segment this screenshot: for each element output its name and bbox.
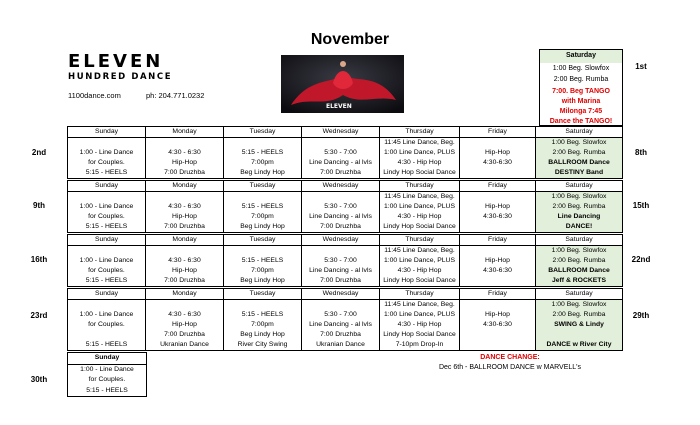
tango-line: 7:00. Beg TANGO (552, 88, 610, 95)
schedule-line: 5:15 - HEELS (241, 149, 284, 156)
week-end-label: 29th (632, 311, 650, 320)
week-table (67, 288, 623, 351)
week-table (67, 180, 623, 233)
day-header: Tuesday (224, 235, 302, 246)
schedule-line (460, 222, 535, 232)
schedule-line (460, 276, 535, 286)
day-header: Friday (460, 127, 536, 138)
week-table (67, 126, 623, 179)
schedule-line: Line Dancing - al lvls (309, 159, 372, 166)
day-header: Saturday (536, 235, 623, 246)
schedule-line (302, 300, 379, 310)
schedule-line: BALLROOM Dance (548, 267, 610, 274)
day-cell (460, 246, 536, 287)
day-header: Thursday (380, 289, 460, 300)
schedule-line: 2:00 Beg. Rumba (552, 149, 606, 156)
day-cell (380, 246, 460, 287)
schedule-line: 5:15 - HEELS (85, 277, 128, 284)
day-header: Thursday (380, 235, 460, 246)
schedule-line: 5:30 - 7:00 (324, 257, 357, 264)
day-header: Saturday (536, 181, 623, 192)
schedule-line: Line Dancing - al lvls (309, 213, 372, 220)
schedule-line (68, 246, 145, 256)
day-cell (460, 138, 536, 179)
schedule-line (68, 192, 145, 202)
week-start-label: 23rd (30, 311, 48, 320)
day-header: Wednesday (302, 289, 380, 300)
schedule-line: 1:00 Beg. Slowfox (551, 247, 607, 254)
schedule-line: for Couples. (88, 267, 125, 274)
schedule-line: Hip-Hop (172, 159, 197, 166)
schedule-line: 5:15 - HEELS (241, 311, 284, 318)
day-header: Monday (146, 289, 224, 300)
schedule-line: 4:30-6:30 (483, 159, 512, 166)
schedule-line (224, 138, 301, 148)
day-header: Tuesday (224, 181, 302, 192)
schedule-line: 4:30-6:30 (483, 321, 512, 328)
schedule-line: 11:45 Line Dance, Beg. (384, 301, 455, 308)
day-cell (224, 192, 302, 233)
schedule-line: Ukranian Dance (160, 341, 209, 348)
schedule-line: Hip-Hop (485, 149, 510, 156)
day-header: Monday (146, 235, 224, 246)
schedule-line (460, 138, 535, 148)
schedule-line: Lindy Hop Social Dance (383, 223, 456, 230)
schedule-line: 7:00pm (251, 213, 274, 220)
schedule-line: 2:00 Beg. Rumba (552, 203, 606, 210)
schedule-line: 7:00 Druzhba (320, 223, 361, 230)
logo (68, 53, 202, 85)
schedule-line: 4:30-6:30 (483, 213, 512, 220)
tango-line: with Marina (561, 98, 601, 105)
schedule-line: DANCE w River City (546, 341, 612, 348)
schedule-line: 1:00 Line Dance, PLUS (383, 257, 456, 264)
day-cell (302, 246, 380, 287)
day-cell (536, 300, 623, 351)
page-title: November (310, 31, 390, 48)
schedule-line: 7:00 Druzhba (164, 169, 205, 176)
day-cell (146, 300, 224, 351)
schedule-line: 4:30 - Hip Hop (397, 321, 442, 328)
schedule-line: Lindy Hop Social Dance (383, 331, 456, 338)
schedule-line: BALLROOM Dance (548, 159, 610, 166)
schedule-line: 1:00 Beg. Slowfox (551, 193, 607, 200)
day-header: Friday (460, 289, 536, 300)
schedule-line (146, 192, 223, 202)
day-cell (146, 246, 224, 287)
day-header: Wednesday (302, 181, 380, 192)
schedule-line: SWING & Lindy (554, 321, 604, 328)
day-cell (146, 138, 224, 179)
schedule-line: DESTINY Band (554, 169, 604, 176)
schedule-line (460, 246, 535, 256)
day-header: Monday (146, 127, 224, 138)
day-cell (68, 138, 146, 179)
schedule-line: 4:30-6:30 (483, 267, 512, 274)
schedule-line: Hip-Hop (172, 267, 197, 274)
schedule-line: 5:30 - 7:00 (324, 203, 357, 210)
tango-line: Milonga 7:45 (559, 108, 603, 115)
schedule-line: 7:00 Druzhba (164, 277, 205, 284)
schedule-line (146, 246, 223, 256)
schedule-line (68, 138, 145, 148)
schedule-line: 2:00 Beg. Rumba (552, 311, 606, 318)
day-cell (460, 300, 536, 351)
day-header: Saturday (536, 289, 623, 300)
day-header: Wednesday (302, 127, 380, 138)
day-header: Thursday (380, 127, 460, 138)
sunday-30th-box (67, 352, 147, 397)
schedule-line: Jeff & ROCKETS (551, 277, 606, 284)
schedule-line: 5:15 - HEELS (241, 257, 284, 264)
schedule-line: 5:15 - HEELS (85, 341, 128, 348)
schedule-line: 5:15 - HEELS (85, 223, 128, 230)
schedule-line: for Couples. (88, 321, 125, 328)
schedule-line: Beg Lindy Hop (240, 169, 285, 176)
schedule-line: Line Dancing - al lvls (309, 267, 372, 274)
week-start-label: 2nd (31, 148, 47, 157)
schedule-line: 7:00 Druzhba (320, 169, 361, 176)
schedule-line (146, 300, 223, 310)
day-cell (224, 246, 302, 287)
schedule-line (224, 192, 301, 202)
schedule-line: 7:00pm (251, 321, 274, 328)
day-cell (536, 246, 623, 287)
week-end-label: 8th (635, 148, 647, 157)
schedule-line: Line Dancing (557, 213, 601, 220)
week-start-label: 9th (33, 201, 45, 210)
schedule-line: 11:45 Line Dance, Beg. (384, 247, 455, 254)
day-header: Monday (146, 181, 224, 192)
day-header: Sunday (68, 289, 146, 300)
sunday-30th-line: 5:15 - HEELS (86, 386, 128, 394)
week-start-label: 16th (30, 255, 48, 264)
schedule-line: 1:00 Line Dance, PLUS (383, 149, 456, 156)
day-header: Thursday (380, 181, 460, 192)
schedule-line (68, 330, 145, 340)
logo-line-1: ELEVEN (68, 51, 164, 72)
day-cell (224, 300, 302, 351)
day-cell (536, 192, 623, 233)
day-header: Tuesday (224, 289, 302, 300)
tango-line: Dance the TANGO! (549, 118, 613, 125)
schedule-line: 5:30 - 7:00 (324, 149, 357, 156)
schedule-line (302, 138, 379, 148)
schedule-line (224, 246, 301, 256)
schedule-line: Lindy Hop Social Dance (383, 169, 456, 176)
saturday-1st-header: Saturday (540, 50, 622, 63)
day-cell (380, 192, 460, 233)
schedule-line: Ukranian Dance (316, 341, 365, 348)
schedule-line: 4:30 - 6:30 (168, 311, 201, 318)
tango-highlight (540, 87, 622, 127)
dance-change-text: Dec 6th - BALLROOM DANCE w MARVELL's (438, 364, 582, 371)
schedule-line: 7-10pm Drop-In (395, 341, 444, 348)
schedule-line: Beg Lindy Hop (240, 331, 285, 338)
schedule-line: 7:00 Druzhba (320, 331, 361, 338)
svg-text:ELEVEN: ELEVEN (326, 103, 352, 110)
schedule-line: 1:00 Line Dance, PLUS (383, 311, 456, 318)
day-header: Tuesday (224, 127, 302, 138)
schedule-line (536, 330, 622, 340)
day-header: Sunday (68, 127, 146, 138)
schedule-line: 4:30 - 6:30 (168, 257, 201, 264)
schedule-line (146, 138, 223, 148)
week-table (67, 234, 623, 287)
schedule-line: 7:00 Druzhba (320, 277, 361, 284)
schedule-line: for Couples. (88, 159, 125, 166)
schedule-line: 1:00 - Line Dance (79, 257, 134, 264)
day-cell (302, 138, 380, 179)
schedule-line: 1:00 Line Dance, PLUS (383, 203, 456, 210)
logo-line-2: HUNDRED DANCE (68, 72, 173, 82)
day-cell (536, 138, 623, 179)
day-cell (302, 192, 380, 233)
schedule-line: 1:00 - Line Dance (79, 203, 134, 210)
schedule-line: River City Swing (237, 341, 288, 348)
day-cell (380, 300, 460, 351)
schedule-line: 4:30 - 6:30 (168, 203, 201, 210)
saturday-1st-line: 2:00 Beg. Rumba (553, 76, 609, 83)
day-header: Sunday (68, 235, 146, 246)
schedule-line: DANCE! (565, 223, 593, 230)
schedule-line: 7:00pm (251, 159, 274, 166)
sunday-30th-line: for Couples. (88, 376, 126, 383)
schedule-line: 1:00 - Line Dance (79, 311, 134, 318)
schedule-line: Hip-Hop (485, 311, 510, 318)
saturday-1st-box (539, 49, 623, 126)
day-cell (302, 300, 380, 351)
day-cell (68, 300, 146, 351)
schedule-line: 7:00 Druzhba (164, 331, 205, 338)
day-header: Sunday (68, 181, 146, 192)
schedule-line: 1:00 Beg. Slowfox (551, 301, 607, 308)
schedule-line: 5:30 - 7:00 (324, 311, 357, 318)
day-cell (460, 192, 536, 233)
date-label-30th: 30th (30, 375, 48, 384)
saturday-1st-line: 1:00 Beg. Slowfox (552, 65, 610, 72)
schedule-line: 11:45 Line Dance, Beg. (384, 193, 455, 200)
schedule-line (68, 300, 145, 310)
sunday-30th-line: 1:00 - Line Dance (80, 365, 134, 373)
schedule-line: Hip-Hop (172, 321, 197, 328)
sunday-30th-header: Sunday (68, 353, 146, 365)
schedule-line (460, 330, 535, 340)
schedule-line: Hip-Hop (172, 213, 197, 220)
date-label-1st: 1st (635, 62, 647, 71)
schedule-line: 5:15 - HEELS (85, 169, 128, 176)
schedule-line (460, 168, 535, 178)
day-header: Saturday (536, 127, 623, 138)
schedule-line: Hip-Hop (485, 257, 510, 264)
day-header: Friday (460, 181, 536, 192)
schedule-line: Beg Lindy Hop (240, 277, 285, 284)
schedule-line (302, 192, 379, 202)
schedule-line (302, 246, 379, 256)
schedule-line: 7:00pm (251, 267, 274, 274)
schedule-line: 1:00 Beg. Slowfox (551, 139, 607, 146)
schedule-line: Lindy Hop Social Dance (383, 277, 456, 284)
week-end-label: 15th (632, 201, 650, 210)
week-end-label: 22nd (631, 255, 651, 264)
schedule-line (224, 300, 301, 310)
schedule-line: 4:30 - 6:30 (168, 149, 201, 156)
schedule-line: Hip-Hop (485, 203, 510, 210)
schedule-line: 7:00 Druzhba (164, 223, 205, 230)
schedule-line: Beg Lindy Hop (240, 223, 285, 230)
schedule-line: 11:45 Line Dance, Beg. (384, 139, 455, 146)
schedule-line: Line Dancing - al lvls (309, 321, 372, 328)
phone-text: ph: 204.771.0232 (146, 91, 205, 100)
schedule-line: 4:30 - Hip Hop (397, 213, 442, 220)
schedule-line: 2:00 Beg. Rumba (552, 257, 606, 264)
schedule-line (460, 300, 535, 310)
day-cell (68, 246, 146, 287)
schedule-line: 5:15 - HEELS (241, 203, 284, 210)
schedule-line: 1:00 - Line Dance (79, 149, 134, 156)
dance-change-heading: DANCE CHANGE: (480, 354, 540, 361)
day-cell (146, 192, 224, 233)
day-cell (224, 138, 302, 179)
day-cell (68, 192, 146, 233)
schedule-line: 4:30 - Hip Hop (397, 159, 442, 166)
day-header: Friday (460, 235, 536, 246)
schedule-line: 4:30 - Hip Hop (397, 267, 442, 274)
dancer-photo (281, 55, 404, 113)
schedule-line (460, 192, 535, 202)
day-header: Wednesday (302, 235, 380, 246)
schedule-line: for Couples. (88, 213, 125, 220)
day-cell (380, 138, 460, 179)
website-text: 1100dance.com (68, 91, 121, 100)
schedule-line (460, 340, 535, 350)
